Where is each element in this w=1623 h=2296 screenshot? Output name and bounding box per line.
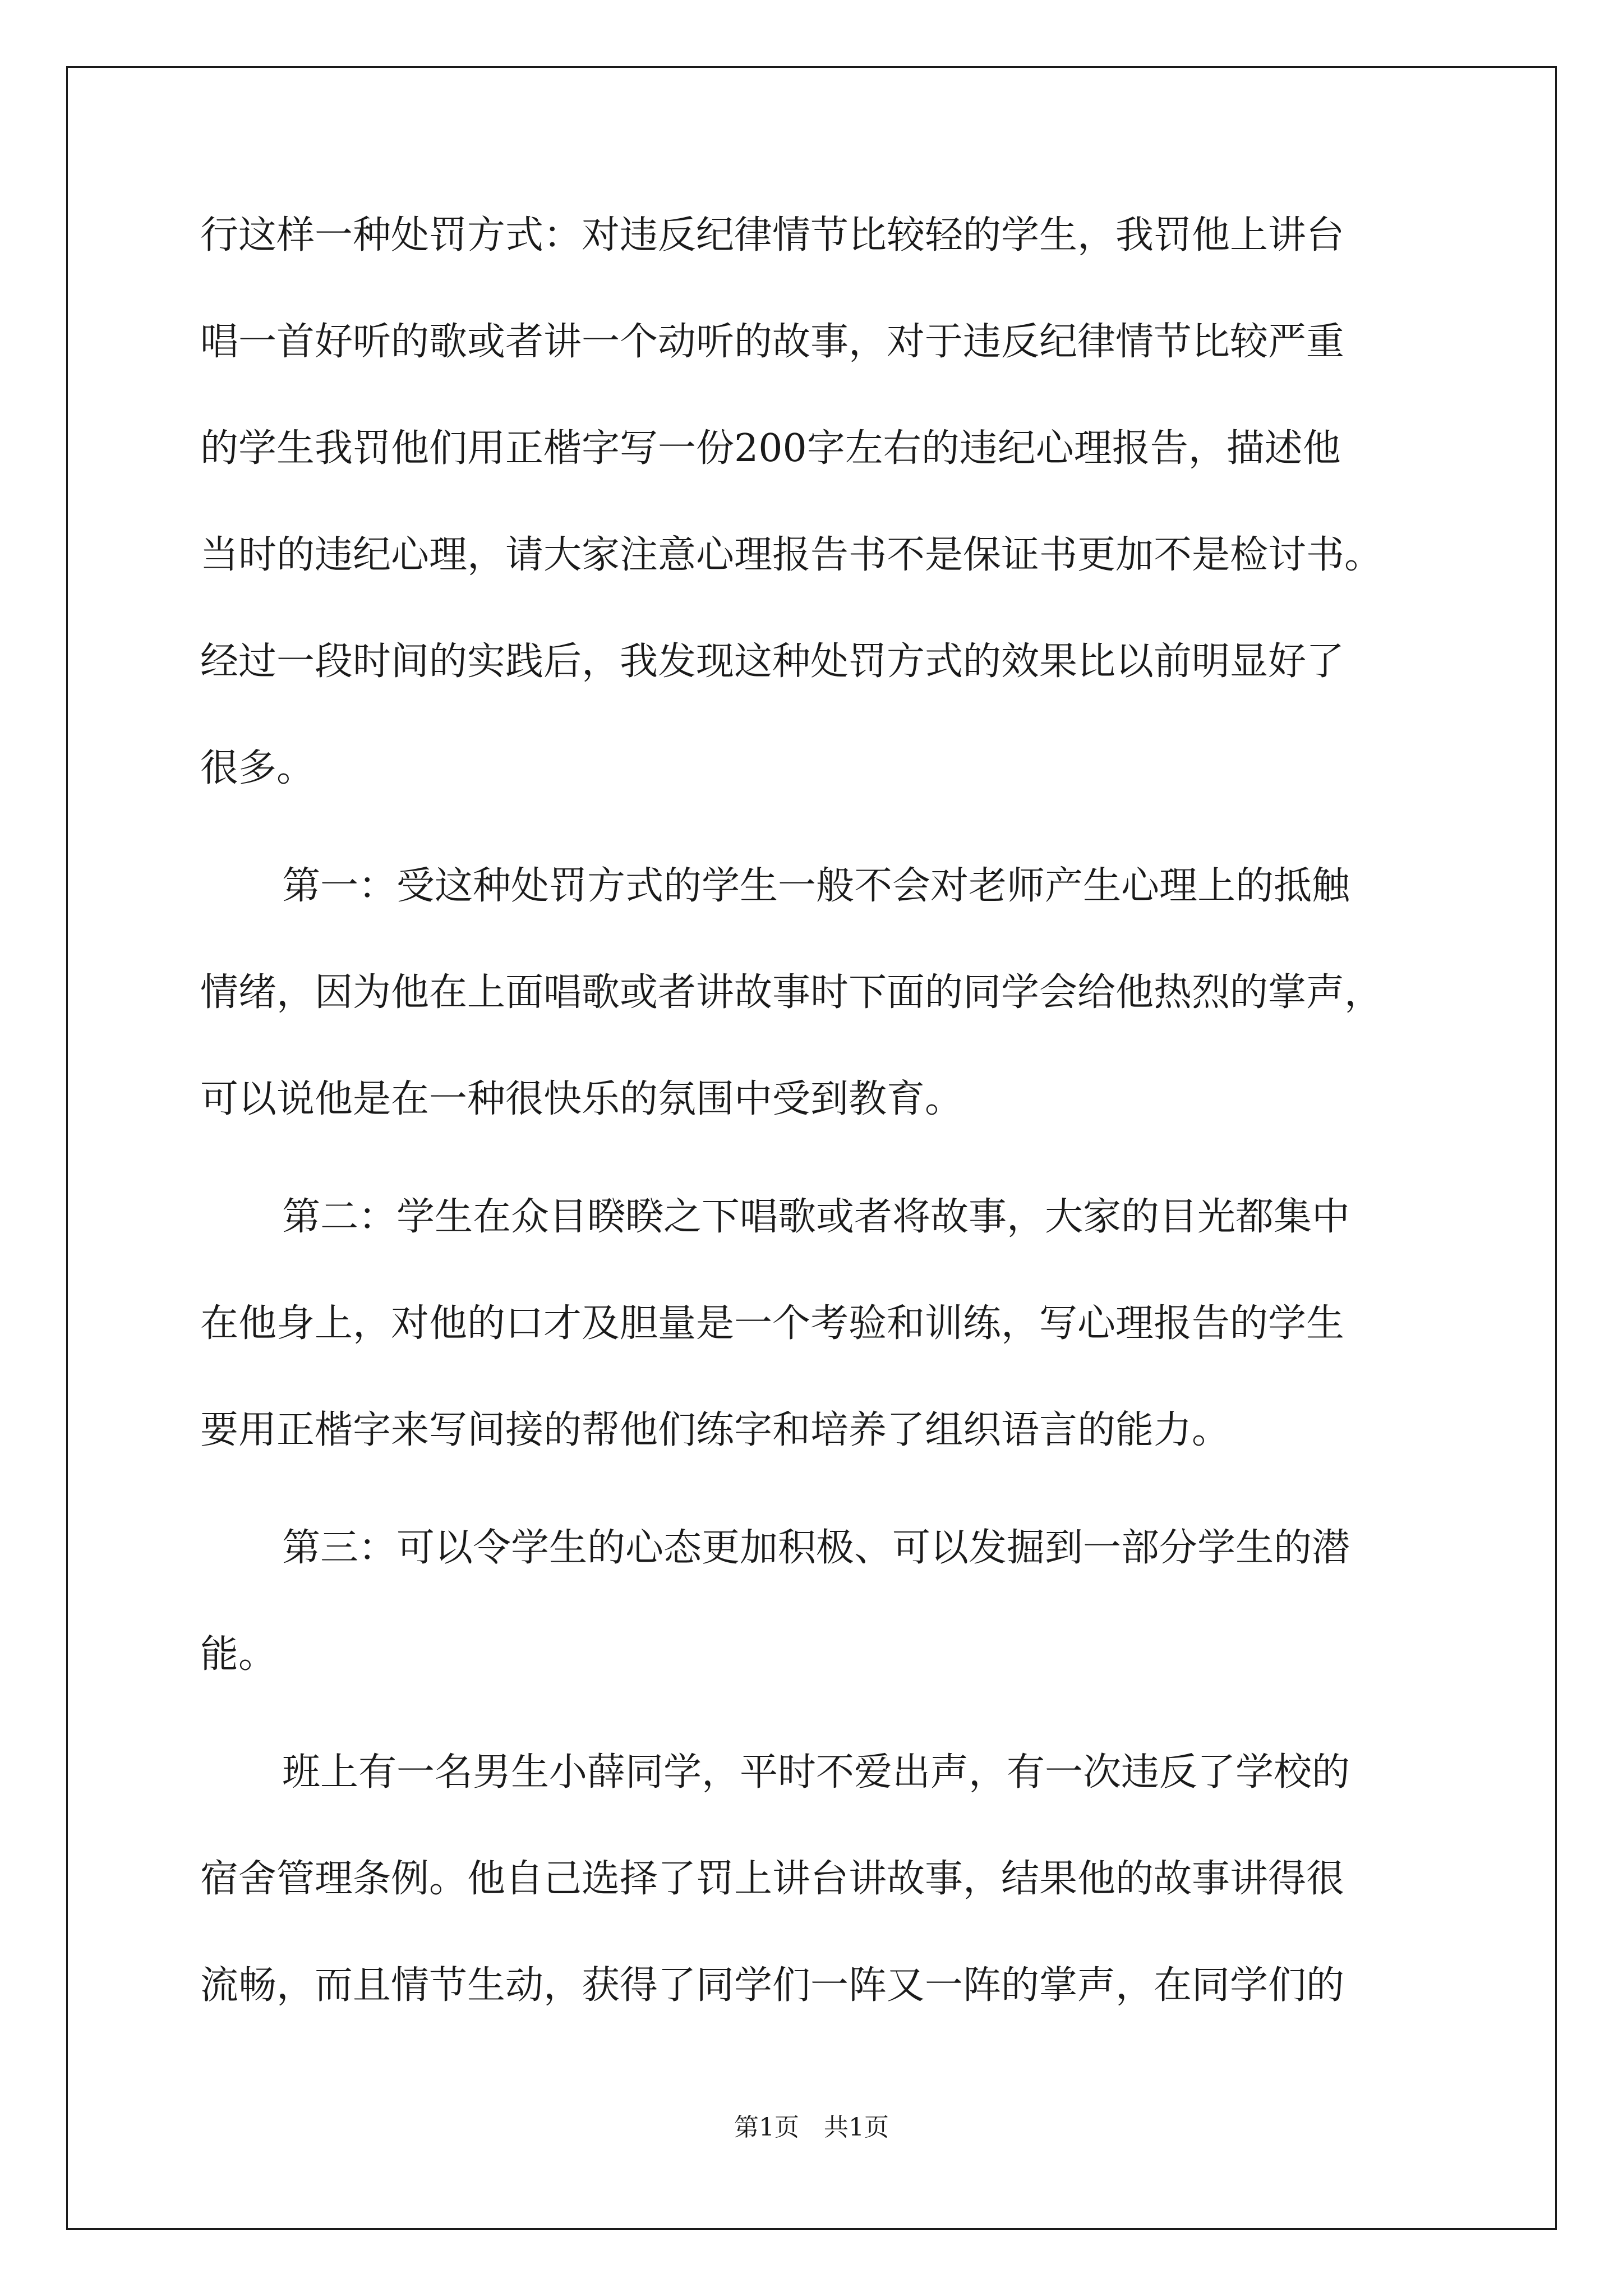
text-line: 第二：学生在众目睽睽之下唱歌或者将故事，大家的目光都集中: [282, 1195, 1350, 1239]
text-line: 流畅，而且情节生动，获得了同学们一阵又一阵的掌声，在同学们的: [200, 1963, 1345, 2008]
document-body: [200, 213, 1440, 2073]
text-line: 情绪，因为他在上面唱歌或者讲故事时下面的同学会给他热烈的掌声，: [200, 970, 1383, 1015]
text-line: 当时的违纪心理，请大家注意心理报告书不是保证书更加不是检讨书。: [200, 533, 1383, 577]
text-line: 经过一段时间的实践后，我发现这种处罚方式的效果比以前明显好了: [200, 639, 1345, 684]
text-line: 第一：受这种处罚方式的学生一般不会对老师产生心理上的抵触: [282, 864, 1350, 908]
paragraph: [200, 864, 1440, 1186]
paragraph: [200, 1750, 1440, 2073]
text-line: 行这样一种处罚方式：对违反纪律情节比较轻的学生，我罚他上讲台: [200, 213, 1345, 257]
text-line: 宿舍管理条例。他自己选择了罚上讲台讲故事，结果他的故事讲得很: [200, 1857, 1345, 1901]
text-line: 能。: [200, 1632, 277, 1677]
text-line: 第三：可以令学生的心态更加积极、可以发掘到一部分学生的潜: [282, 1526, 1350, 1570]
text-line: 在他身上，对他的口才及胆量是一个考验和训练，写心理报告的学生: [200, 1301, 1345, 1346]
text-line: 可以说他是在一种很快乐的氛围中受到教育。: [200, 1077, 963, 1121]
page-number: 第1页: [734, 2113, 799, 2142]
text-line: 的学生我罚他们用正楷字写一份200字左右的违纪心理报告，描述他: [200, 426, 1341, 471]
text-line: 班上有一名男生小薛同学，平时不爱出声，有一次违反了学校的: [282, 1750, 1350, 1795]
paragraph: [200, 213, 1440, 855]
text-line: 很多。: [200, 746, 315, 790]
text-line: 唱一首好听的歌或者讲一个动听的故事，对于违反纪律情节比较严重: [200, 320, 1345, 364]
paragraph: [200, 1526, 1440, 1742]
text-line: 要用正楷字来写间接的帮他们练字和培养了组织语言的能力。: [200, 1408, 1230, 1452]
paragraph: [200, 1195, 1440, 1517]
page-total: 共1页: [824, 2113, 889, 2142]
page-footer: [0, 2107, 1623, 2143]
